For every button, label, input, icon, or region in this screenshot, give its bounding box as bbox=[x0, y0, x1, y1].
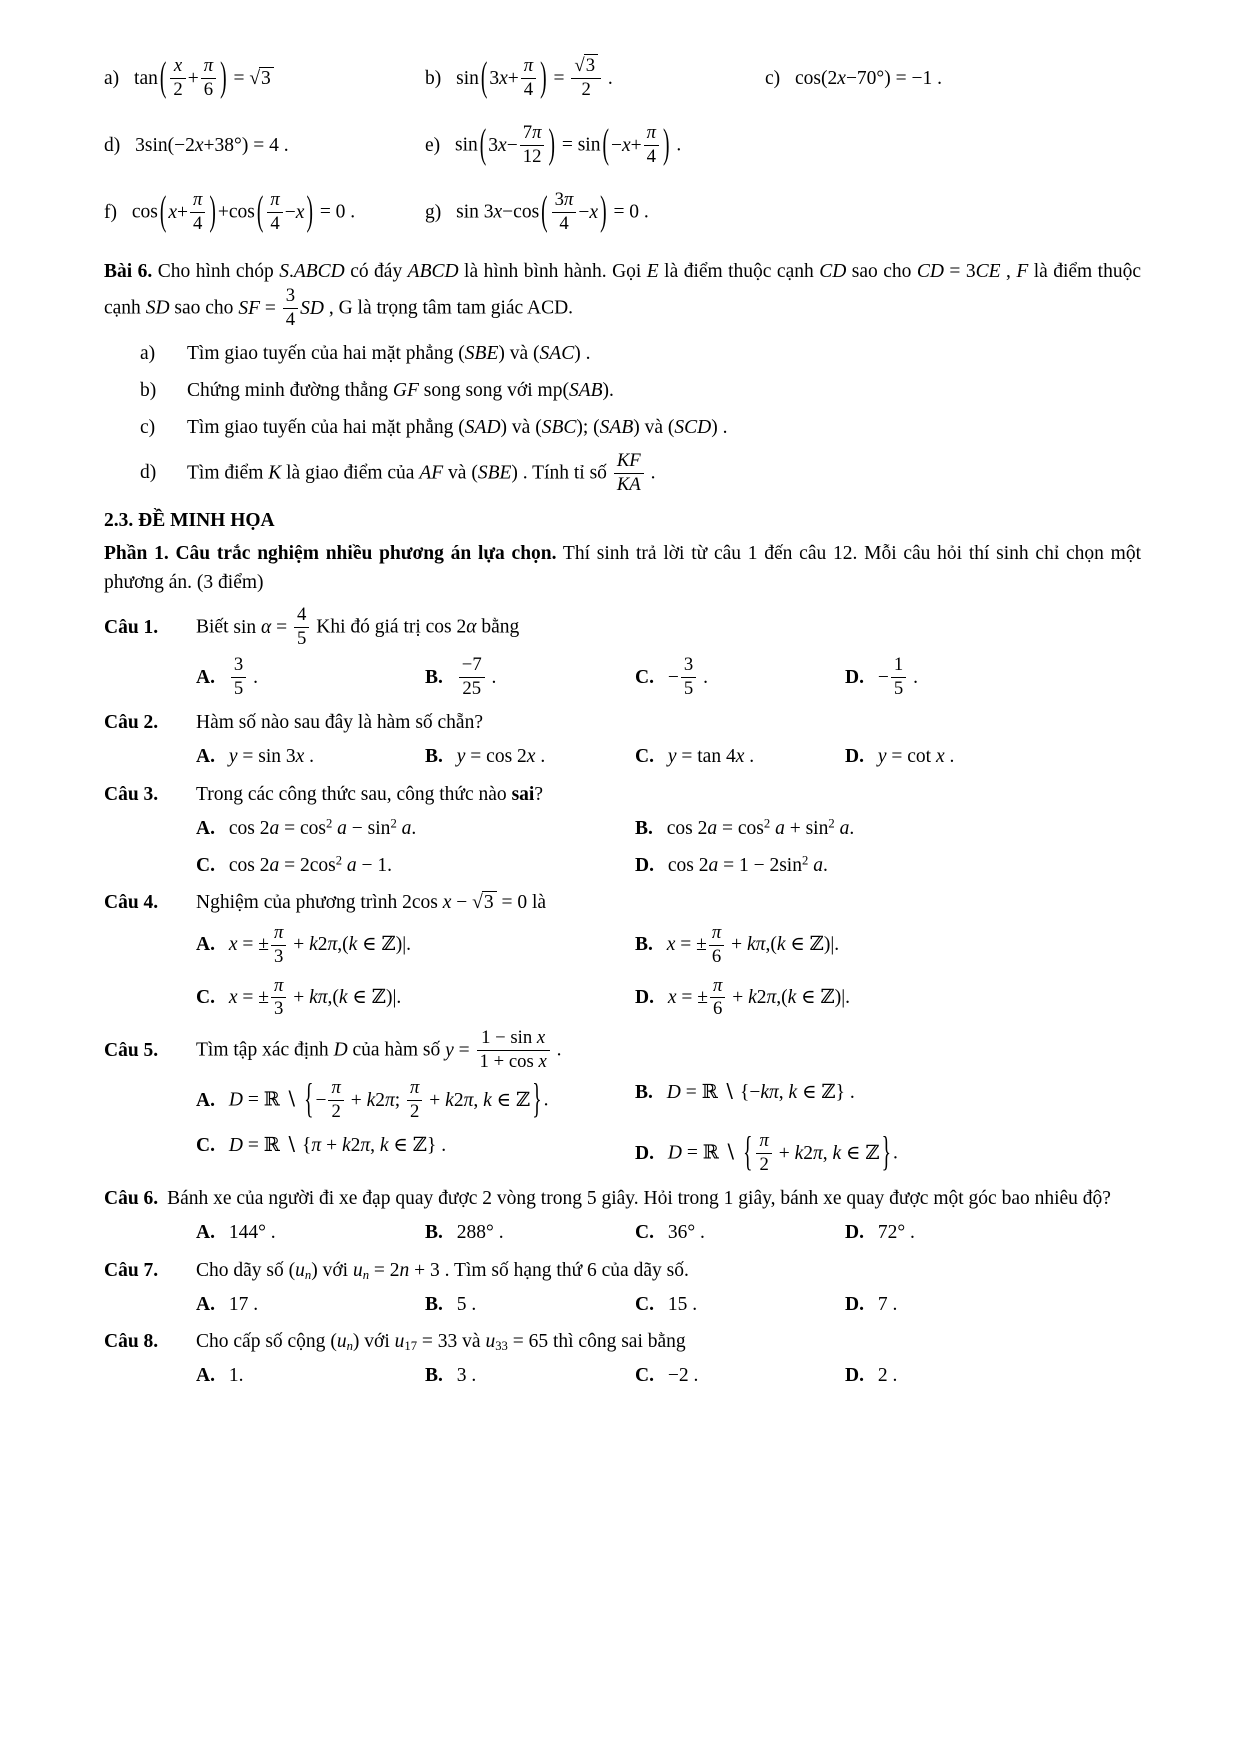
question bbox=[104, 1256, 1141, 1320]
answer-option-label: A. bbox=[196, 1090, 215, 1112]
answer-option bbox=[196, 655, 425, 700]
answer-option-label: B. bbox=[635, 1082, 653, 1104]
answer-option-label: D. bbox=[845, 1365, 864, 1387]
question-stem: Bánh xe của người đi xe đạp quay được 2 vòng trong 5 giây. Hỏi trong 1 giây, bánh xe quay được một góc bao nhiêu độ? bbox=[167, 1188, 1111, 1210]
answer-option-formula: $\frac{3}{5}$ . bbox=[229, 667, 258, 688]
equation-exercises-section bbox=[104, 54, 1141, 235]
equation-item bbox=[765, 64, 942, 93]
equation-formula: 3sin(−2x+38°) = 4 . bbox=[135, 134, 289, 156]
question bbox=[104, 708, 1141, 772]
answer-option-formula: $\cos 2a = 1 - 2\sin^2$ a. bbox=[667, 853, 828, 877]
answer-option-label: A. bbox=[196, 817, 215, 839]
question-number: Câu 4. bbox=[104, 892, 159, 914]
answer-option-label: B. bbox=[425, 746, 443, 768]
question-stem: Trong các công thức sau, công thức nào sai? bbox=[196, 783, 543, 805]
question-stem: Nghiệm của phương trình 2cos x − √3 = 0 là bbox=[196, 892, 547, 914]
answer-option bbox=[425, 1361, 635, 1390]
equation-item bbox=[425, 123, 765, 168]
question-head bbox=[104, 708, 1141, 737]
answer-option-label: A. bbox=[196, 1293, 215, 1315]
equation-item-label: g) bbox=[425, 201, 442, 223]
answer-option-formula: 3 . bbox=[456, 1365, 477, 1387]
equation-row bbox=[104, 54, 1141, 101]
question-number: Câu 7. bbox=[104, 1259, 159, 1281]
section-heading: 2.3. ĐỀ MINH HỌA bbox=[104, 509, 275, 531]
question-options bbox=[196, 742, 1141, 771]
list-item-text: Tìm điểm K là giao điểm của AF và (SBE) . Tính tỉ số $\frac{KF}{KA}$ . bbox=[187, 449, 656, 495]
question-options bbox=[196, 814, 1141, 881]
answer-option-formula: y = tan 4x . bbox=[667, 746, 755, 768]
question-options bbox=[196, 1290, 1141, 1319]
answer-option-formula: 144° . bbox=[228, 1222, 276, 1244]
answer-option-formula: x = ± $\frac{\pi}{3}$ + k2π,(k ∈ ℤ)|. bbox=[228, 921, 411, 967]
answer-option-formula: 17 . bbox=[228, 1293, 259, 1315]
question-options bbox=[196, 1361, 1141, 1390]
answer-option-formula: D = ℝ ∖ { − $\frac{\pi}{2}$ + k2π; $\frac{\pi}{2}$ + k2π, k ∈ ℤ } . bbox=[228, 1077, 549, 1123]
question bbox=[104, 1028, 1141, 1176]
equation-item bbox=[104, 131, 425, 160]
answer-option-formula: 2 . bbox=[877, 1365, 898, 1387]
answer-option bbox=[635, 923, 1141, 968]
part1-intro-paragraph: Phần 1. Câu trắc nghiệm nhiều phương án lựa chọn. Thí sinh trả lời từ câu 1 đến câu 12. Mỗi câu hỏi thí sinh chỉ chọn một phương án. (3 điểm) bbox=[104, 542, 1141, 594]
answer-option-formula: 5 . bbox=[456, 1293, 477, 1315]
question bbox=[104, 888, 1141, 1020]
answer-option-formula: y = cos 2x . bbox=[456, 746, 546, 768]
answer-option bbox=[196, 1290, 425, 1319]
question-head bbox=[104, 1028, 1141, 1073]
answer-option-label: C. bbox=[196, 987, 215, 1009]
answer-option bbox=[635, 655, 845, 700]
answer-option bbox=[196, 742, 425, 771]
answer-option-label: D. bbox=[845, 666, 864, 688]
answer-option-formula: 7 . bbox=[877, 1293, 898, 1315]
answer-option bbox=[635, 851, 1141, 880]
equation-item-label: c) bbox=[765, 67, 781, 89]
answer-option-formula: x = ± $\frac{\pi}{6}$ + k2π,(k ∈ ℤ)|. bbox=[667, 974, 850, 1020]
equation-formula: tan ( $\frac{x}{2}$ + $\frac{\pi}{6}$ ) = √3 bbox=[134, 68, 274, 89]
answer-option-formula: $\cos 2a = \cos^2 a + \sin^2 a$. bbox=[666, 816, 855, 839]
answer-option-label: D. bbox=[845, 1222, 864, 1244]
question bbox=[104, 780, 1141, 881]
answer-option bbox=[196, 923, 635, 968]
answer-option-formula: − $\frac{3}{5}$ . bbox=[667, 654, 708, 700]
answer-option bbox=[196, 1078, 635, 1123]
list-item-label: b) bbox=[140, 380, 157, 402]
answer-option bbox=[845, 742, 1141, 771]
list-item bbox=[104, 376, 1141, 405]
question-head bbox=[104, 888, 1141, 917]
equation-item-label: a) bbox=[104, 67, 120, 89]
question-head bbox=[104, 780, 1141, 809]
list-item-text: Tìm giao tuyến của hai mặt phẳng (SBE) và (SAC) . bbox=[187, 342, 591, 364]
answer-option bbox=[196, 851, 635, 880]
answer-option-label: C. bbox=[635, 1222, 654, 1244]
answer-option bbox=[196, 976, 635, 1021]
answer-option-formula: 15 . bbox=[667, 1293, 698, 1315]
answer-option bbox=[635, 1218, 845, 1247]
question bbox=[104, 605, 1141, 700]
equation-formula: cos(2x−70°) = −1 . bbox=[795, 67, 942, 89]
problem-bai6-item-list bbox=[104, 339, 1141, 496]
answer-option-label: B. bbox=[425, 1365, 443, 1387]
answer-option-formula: 72° . bbox=[877, 1222, 915, 1244]
question-head bbox=[104, 1184, 1141, 1213]
answer-option bbox=[635, 1361, 845, 1390]
answer-option-label: D. bbox=[845, 1293, 864, 1315]
question-options bbox=[196, 1078, 1141, 1176]
answer-option-formula: $\frac{-7}{25}$ . bbox=[457, 667, 497, 688]
list-item-label: d) bbox=[140, 462, 157, 484]
question-head bbox=[104, 605, 1141, 650]
answer-option-formula: D = ℝ ∖ {−kπ, k ∈ ℤ} . bbox=[666, 1082, 855, 1104]
question-options bbox=[196, 923, 1141, 1021]
answer-option-label: D. bbox=[635, 1142, 654, 1164]
list-item-label: c) bbox=[140, 417, 156, 439]
answer-option-formula: D = ℝ ∖ { $\frac{\pi}{2}$ + k2π, k ∈ ℤ } . bbox=[667, 1130, 898, 1176]
answer-option bbox=[635, 976, 1141, 1021]
problem-bai6-paragraph: Bài 6. Cho hình chóp S.ABCD có đáy ABCD là hình bình hành. Gọi E là điểm thuộc cạnh CD sao cho CD = 3CE , F là điểm thuộc cạnh SD sao cho SF = $\frac{3}{4}$ SD , G là trọng tâm tam giác ACD. bbox=[104, 260, 1141, 330]
answer-option-label: C. bbox=[196, 1135, 215, 1157]
equation-item bbox=[104, 190, 425, 235]
answer-option-label: D. bbox=[635, 987, 654, 1009]
equation-item-label: e) bbox=[425, 134, 441, 156]
answer-option bbox=[845, 1361, 1141, 1390]
answer-option-label: B. bbox=[425, 1293, 443, 1315]
equation-row bbox=[104, 190, 1141, 235]
question-number: Câu 8. bbox=[104, 1331, 159, 1353]
answer-option-formula: 36° . bbox=[667, 1222, 705, 1244]
answer-option bbox=[425, 742, 635, 771]
answer-option-formula: $\cos 2a = \cos^2 a - \sin^2 a$. bbox=[228, 816, 417, 839]
question-head bbox=[104, 1256, 1141, 1285]
question-number: Câu 2. bbox=[104, 712, 159, 734]
answer-option-label: B. bbox=[635, 817, 653, 839]
question-options bbox=[196, 655, 1141, 700]
answer-option-formula: − $\frac{1}{5}$ . bbox=[877, 654, 918, 700]
answer-option-formula: 288° . bbox=[456, 1222, 504, 1244]
question-number: Câu 1. bbox=[104, 617, 159, 639]
question-number: Câu 5. bbox=[104, 1040, 159, 1062]
answer-option-label: A. bbox=[196, 746, 215, 768]
answer-option bbox=[196, 1218, 425, 1247]
answer-option bbox=[196, 814, 635, 843]
list-item-label: a) bbox=[140, 342, 156, 364]
equation-item bbox=[104, 56, 425, 101]
answer-option-label: C. bbox=[635, 1293, 654, 1315]
answer-option-label: B. bbox=[635, 934, 653, 956]
question-stem: Cho dãy số (un) với un = 2n + 3 . Tìm số hạng thứ 6 của dãy số. bbox=[196, 1259, 689, 1282]
answer-option-label: B. bbox=[425, 666, 443, 688]
answer-option-label: A. bbox=[196, 1222, 215, 1244]
answer-option-label: C. bbox=[635, 1365, 654, 1387]
equation-item bbox=[425, 190, 765, 235]
equation-item-label: f) bbox=[104, 201, 117, 223]
question-stem: Tìm tập xác định D của hàm số y = $\frac{\text{1 − sin x}}{\text{1 + cos x}}$ . bbox=[196, 1027, 562, 1073]
equation-formula: sin 3x−cos ( $\frac{3\pi}{4}$ −x ) = 0 . bbox=[456, 188, 649, 234]
answer-option bbox=[635, 814, 1141, 843]
answer-option-formula: D = ℝ ∖ {π + k2π, k ∈ ℤ} . bbox=[228, 1135, 447, 1157]
answer-option-label: A. bbox=[196, 666, 215, 688]
answer-option-formula: −2 . bbox=[667, 1365, 699, 1387]
answer-option-formula: $\cos 2a = 2\cos^2$ a − 1. bbox=[228, 853, 393, 877]
answer-option bbox=[845, 1218, 1141, 1247]
questions-list bbox=[104, 605, 1141, 1390]
answer-option bbox=[425, 1290, 635, 1319]
equation-row bbox=[104, 123, 1141, 168]
answer-option-label: D. bbox=[635, 855, 654, 877]
list-item-text: Tìm giao tuyến của hai mặt phẳng (SAD) và (SBC); (SAB) và (SCD) . bbox=[187, 417, 728, 439]
answer-option-label: A. bbox=[196, 1365, 215, 1387]
question bbox=[104, 1327, 1141, 1391]
answer-option bbox=[845, 1290, 1141, 1319]
list-item bbox=[104, 339, 1141, 368]
answer-option bbox=[425, 655, 635, 700]
list-item bbox=[104, 413, 1141, 442]
question bbox=[104, 1184, 1141, 1248]
list-item-text: Chứng minh đường thẳng GF song song với mp(SAB). bbox=[187, 380, 614, 402]
answer-option bbox=[635, 742, 845, 771]
question-options bbox=[196, 1218, 1141, 1247]
answer-option-label: C. bbox=[635, 666, 654, 688]
answer-option-label: D. bbox=[845, 746, 864, 768]
question-head bbox=[104, 1327, 1141, 1356]
answer-option-label: C. bbox=[196, 855, 215, 877]
answer-option bbox=[196, 1361, 425, 1390]
question-number: Câu 6. bbox=[104, 1188, 159, 1210]
answer-option bbox=[425, 1218, 635, 1247]
answer-option bbox=[845, 655, 1141, 700]
equation-formula: cos ( x+ $\frac{\pi}{4}$ ) +cos ( $\frac{\pi}{4}$ −x ) = 0 . bbox=[131, 188, 356, 234]
answer-option bbox=[635, 1131, 1141, 1176]
answer-option-label: C. bbox=[635, 746, 654, 768]
answer-option-label: A. bbox=[196, 934, 215, 956]
answer-option-formula: x = ± $\frac{\pi}{3}$ + kπ,(k ∈ ℤ)|. bbox=[228, 974, 402, 1020]
answer-option-label: B. bbox=[425, 1222, 443, 1244]
question-stem: Hàm số nào sau đây là hàm số chẵn? bbox=[196, 712, 483, 734]
equation-item-label: b) bbox=[425, 67, 442, 89]
equation-formula: sin ( 3x+ $\frac{\pi}{4}$ ) = $\frac{√3}{2}$ . bbox=[456, 55, 613, 101]
equation-item-label: d) bbox=[104, 134, 121, 156]
answer-option-formula: y = sin 3x . bbox=[228, 746, 315, 768]
answer-option bbox=[635, 1078, 1141, 1123]
equation-formula: sin ( 3x− $\frac{7\pi}{12}$ ) = sin ( −x+ $\frac{\pi}{4}$ ) . bbox=[455, 121, 682, 167]
document-page bbox=[104, 54, 1141, 1391]
answer-option bbox=[196, 1131, 635, 1176]
answer-option-formula: x = ± $\frac{\pi}{6}$ + kπ,(k ∈ ℤ)|. bbox=[666, 921, 840, 967]
list-item bbox=[104, 451, 1141, 496]
equation-item bbox=[425, 54, 765, 101]
answer-option-formula: 1. bbox=[228, 1365, 244, 1387]
question-stem: Cho cấp số cộng (un) với u17 = 33 và u33 = 65 thì công sai bằng bbox=[196, 1331, 686, 1353]
question-number: Câu 3. bbox=[104, 783, 159, 805]
question-stem: Biết sin α = $\frac{4}{5}$ Khi đó giá trị cos 2α bằng bbox=[196, 604, 520, 650]
answer-option-formula: y = cot x . bbox=[877, 746, 955, 768]
answer-option bbox=[635, 1290, 845, 1319]
